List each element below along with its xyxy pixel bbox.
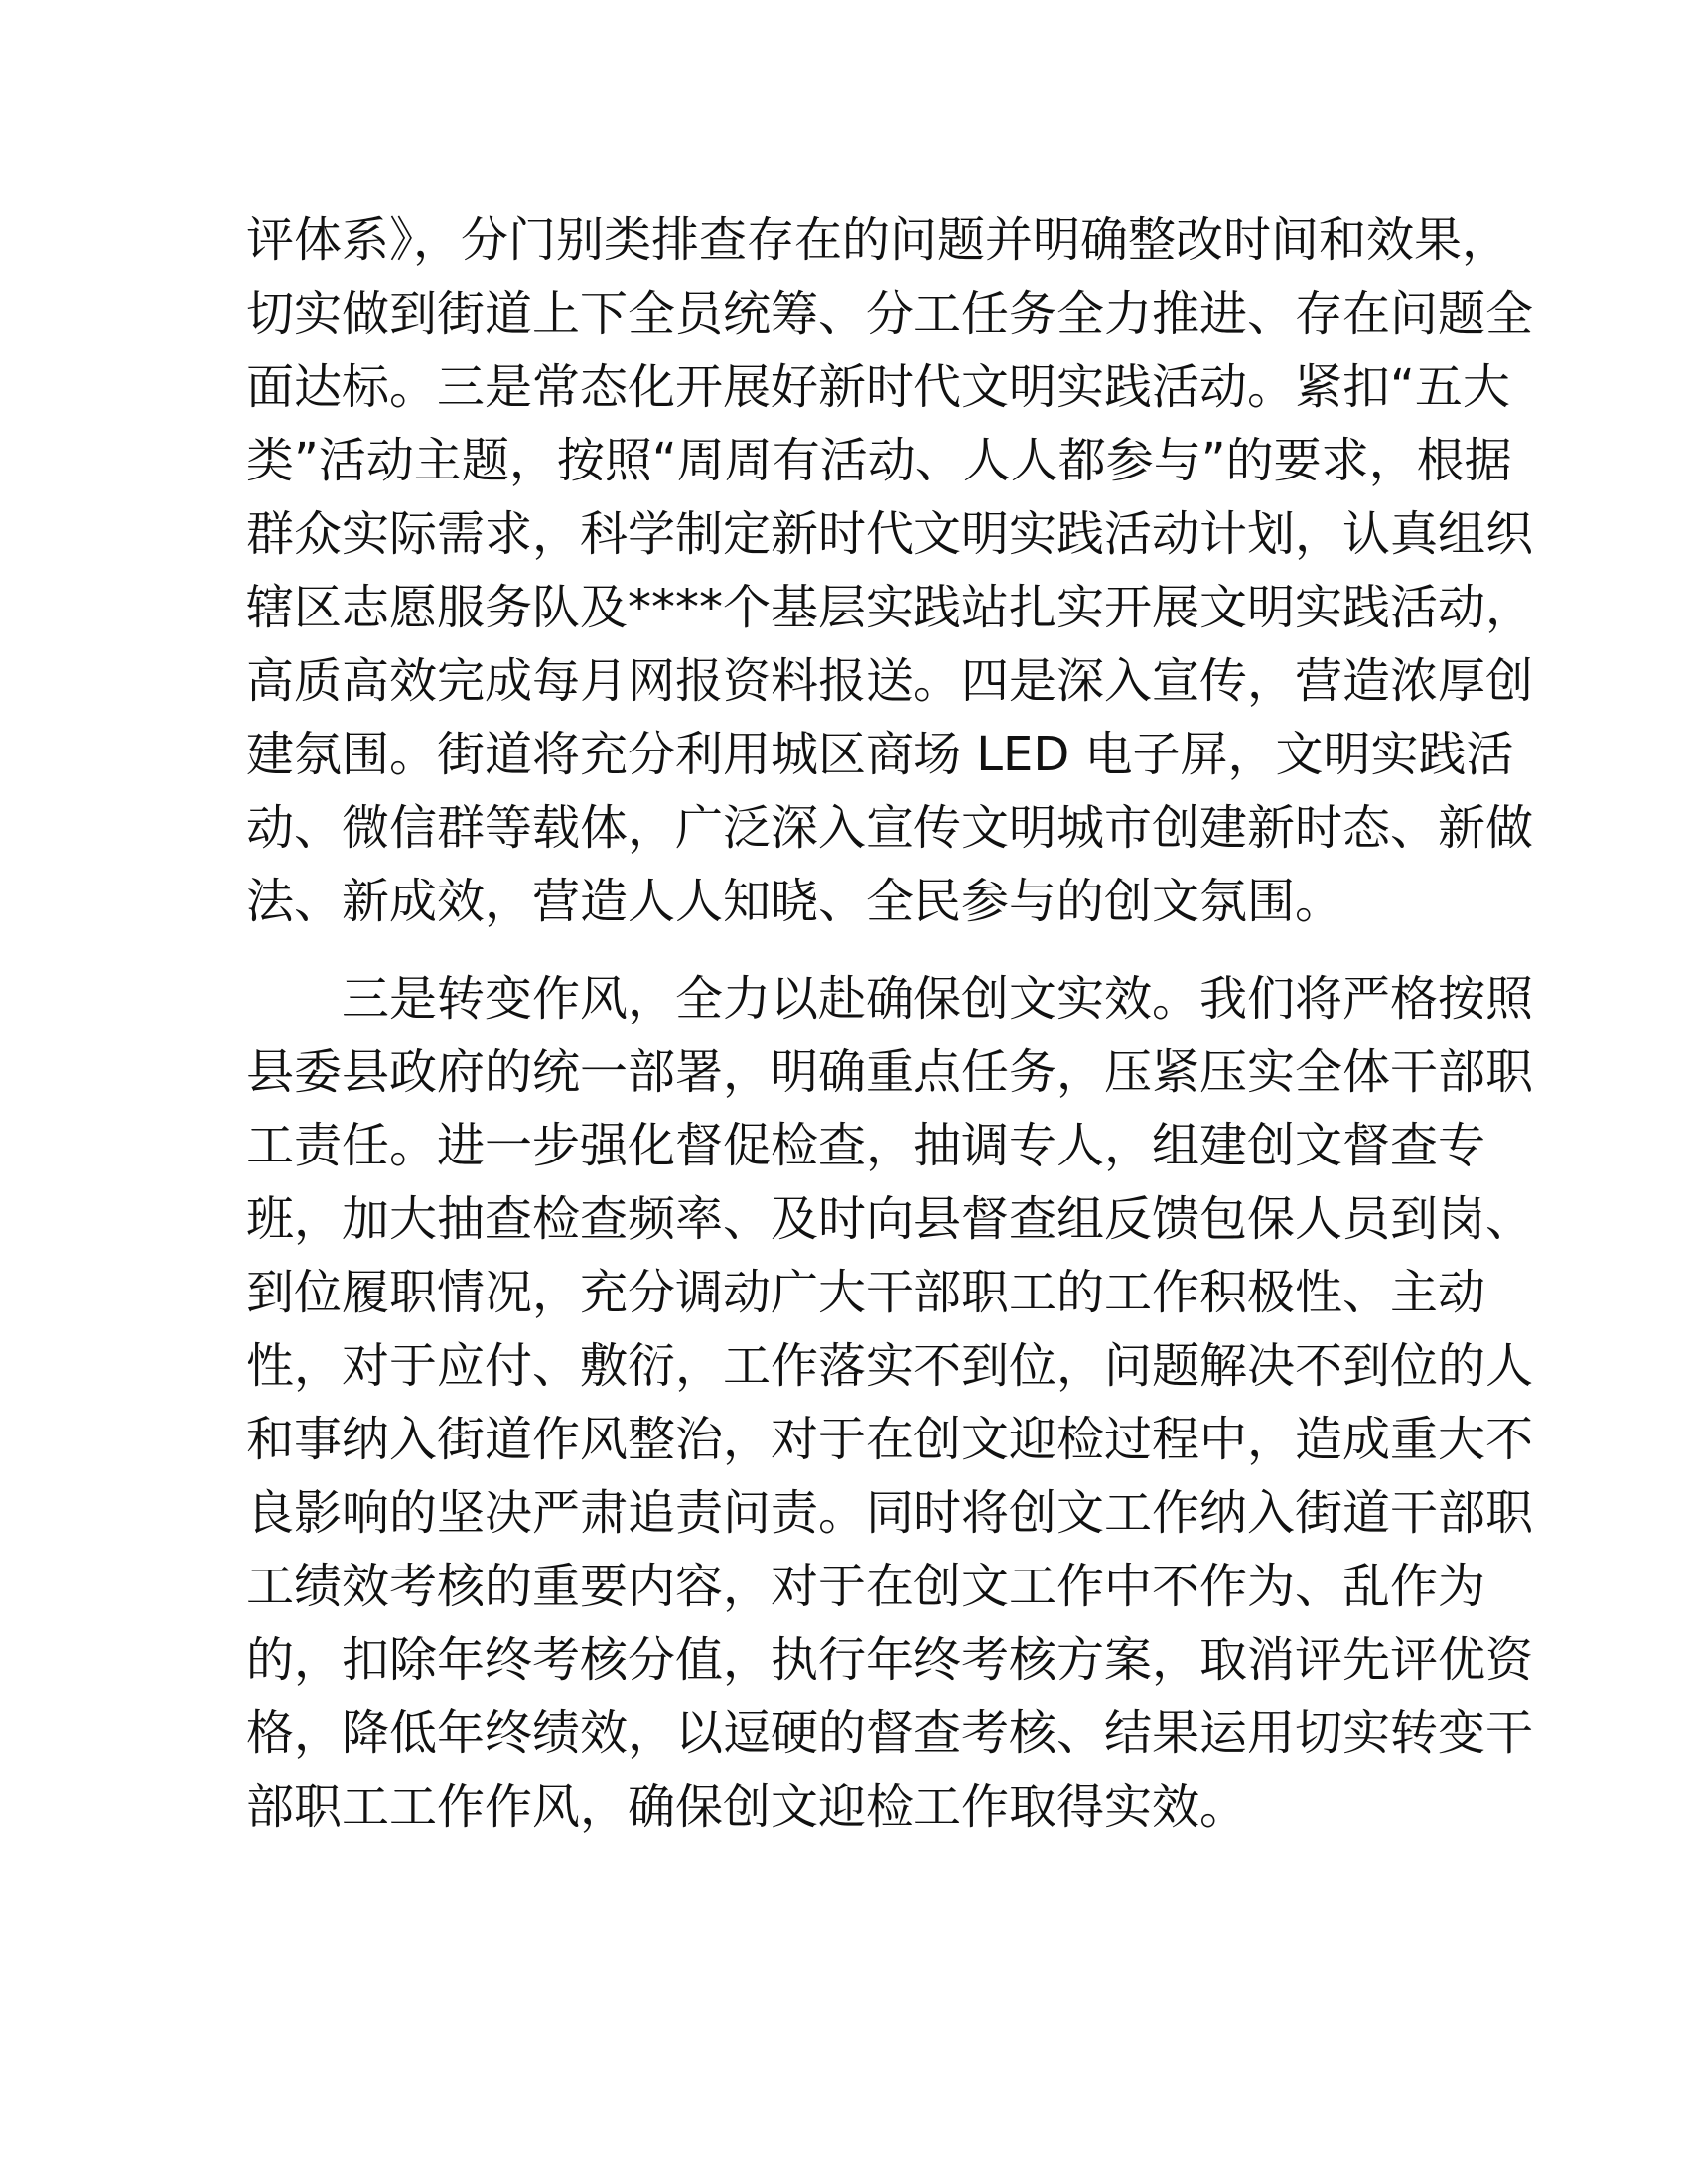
paragraph-line: 班，加大抽查检查频率、及时向县督查组反馈包保人员到岗、 (246, 1191, 1534, 1247)
paragraph-line: 和事纳入街道作风整治，对于在创文迎检过程中，造成重大不 (246, 1412, 1534, 1467)
paragraph-line: 切实做到街道上下全员统筹、分工任务全力推进、存在问题全 (246, 286, 1534, 341)
paragraph-spacer (246, 938, 1448, 962)
paragraph-1 (246, 204, 1534, 938)
paragraph-line: 良影响的坚决严肃追责问责。同时将创文工作纳入街道干部职 (246, 1485, 1534, 1541)
paragraph-line: 工责任。进一步强化督促检查，抽调专人，组建创文督查专 (246, 1118, 1486, 1173)
document-body (246, 204, 1534, 1843)
paragraph-line: 工绩效考核的重要内容，对于在创文工作中不作为、乱作为 (246, 1559, 1486, 1614)
paragraph-line: 县委县政府的统一部署，明确重点任务，压紧压实全体干部职 (246, 1044, 1534, 1100)
paragraph-line: 性，对于应付、敷衍，工作落实不到位，问题解决不到位的人 (246, 1338, 1534, 1394)
paragraph-line: 面达标。三是常态化开展好新时代文明实践活动。紧扣“五大 (246, 359, 1510, 415)
paragraph-line: 评体系》，分门别类排查存在的问题并明确整改时间和效果， (246, 212, 1510, 268)
paragraph-line: 建氛围。街道将充分利用城区商场 LED 电子屏，文明实践活 (246, 727, 1514, 782)
paragraph-line: 辖区志愿服务队及****个基层实践站扎实开展文明实践活动， (246, 580, 1534, 635)
paragraph-line: 的，扣除年终考核分值，执行年终考核方案，取消评先评优资 (246, 1632, 1534, 1688)
paragraph-line: 到位履职情况，充分调动广大干部职工的工作积极性、主动 (246, 1265, 1486, 1320)
paragraph-line: 群众实际需求，科学制定新时代文明实践活动计划，认真组织 (246, 506, 1534, 562)
paragraph-line: 三是转变作风，全力以赴确保创文实效。我们将严格按照 (342, 971, 1534, 1026)
paragraph-line: 类”活动主题，按照“周周有活动、人人都参与”的要求，根据 (246, 433, 1512, 488)
paragraph-line: 动、微信群等载体，广泛深入宣传文明城市创建新时态、新做 (246, 800, 1534, 856)
paragraph-line: 部职工工作作风，确保创文迎检工作取得实效。 (246, 1779, 1248, 1835)
paragraph-line: 高质高效完成每月网报资料报送。四是深入宣传，营造浓厚创 (246, 653, 1534, 709)
paragraph-line: 格，降低年终绩效，以逗硬的督查考核、结果运用切实转变干 (246, 1706, 1534, 1761)
paragraph-line: 法、新成效，营造人人知晓、全民参与的创文氛围。 (246, 874, 1343, 929)
paragraph-2 (246, 962, 1534, 1843)
